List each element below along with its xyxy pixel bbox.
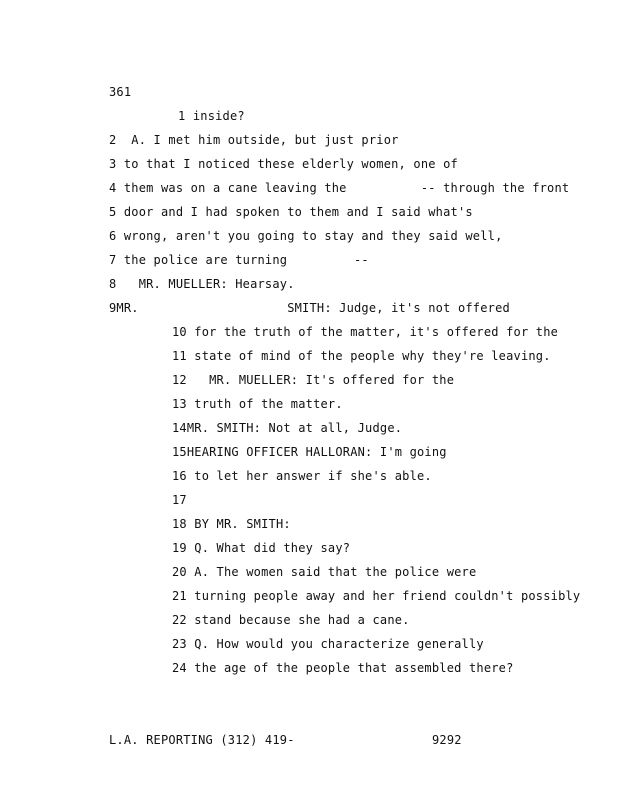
line-11: 11 state of mind of the people why they're leaving.	[172, 349, 551, 363]
line-3: 3 to that I noticed these elderly women, one of	[109, 157, 458, 171]
line-5: 5 door and I had spoken to them and I said what's	[109, 205, 473, 219]
line-7: 7 the police are turning --	[109, 253, 369, 267]
line-22: 22 stand because she had a cane.	[172, 613, 410, 627]
line-20: 20 A. The women said that the police were	[172, 565, 477, 579]
page-number: 361	[109, 85, 132, 99]
line-6: 6 wrong, aren't you going to stay and they said well,	[109, 229, 503, 243]
line-13: 13 truth of the matter.	[172, 397, 343, 411]
line-19: 19 Q. What did they say?	[172, 541, 351, 555]
line-18: 18 BY MR. SMITH:	[172, 517, 291, 531]
line-2: 2 A. I met him outside, but just prior	[109, 133, 399, 147]
line-12: 12 MR. MUELLER: It's offered for the	[172, 373, 455, 387]
line-21: 21 turning people away and her friend couldn't possibly	[172, 589, 581, 603]
line-15: 15HEARING OFFICER HALLORAN: I'm going	[172, 445, 447, 459]
line-4: 4 them was on a cane leaving the -- through the front	[109, 181, 570, 195]
line-24: 24 the age of the people that assembled there?	[172, 661, 514, 675]
line-17: 17	[172, 493, 187, 507]
line-9: 9MR. SMITH: Judge, it's not offered	[109, 301, 510, 315]
line-8: 8 MR. MUELLER: Hearsay.	[109, 277, 295, 291]
footer-phone-suffix: 9292	[432, 733, 462, 747]
line-23: 23 Q. How would you characterize generally	[172, 637, 484, 651]
line-14: 14MR. SMITH: Not at all, Judge.	[172, 421, 403, 435]
footer-reporter: L.A. REPORTING (312) 419-	[109, 733, 295, 747]
line-10: 10 for the truth of the matter, it's offered for the	[172, 325, 559, 339]
line-16: 16 to let her answer if she's able.	[172, 469, 432, 483]
line-1: 1 inside?	[178, 109, 245, 123]
